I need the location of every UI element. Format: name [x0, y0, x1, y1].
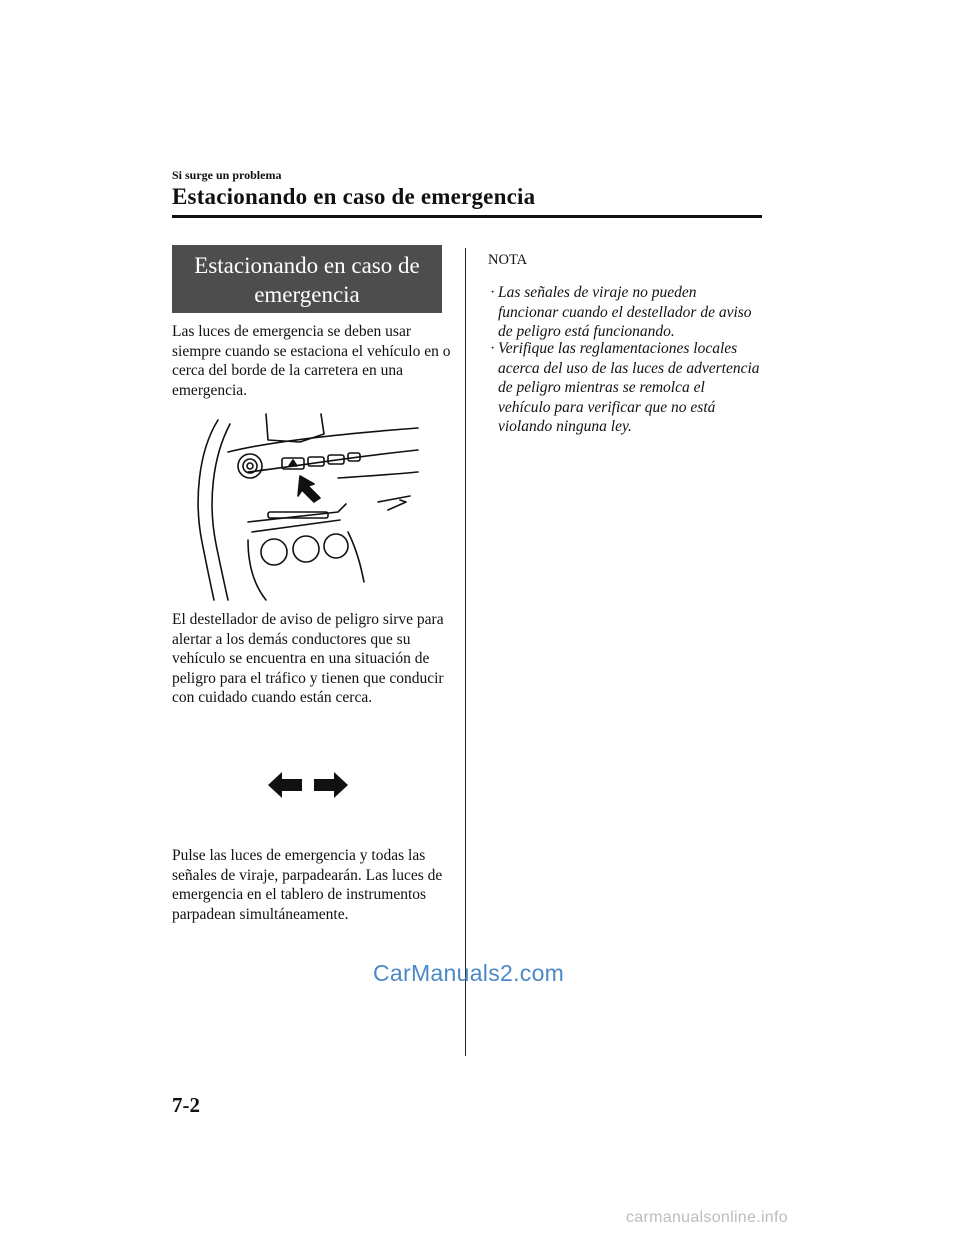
- dashboard-hazard-switch-illustration: [188, 412, 420, 602]
- site-watermark: CarManuals2.com: [373, 960, 565, 986]
- bullet: ·: [490, 284, 496, 301]
- turn-signal-arrows-icon: [268, 770, 348, 800]
- section-title-box: [172, 245, 442, 313]
- nota-item: [490, 283, 760, 342]
- bullet: ·: [490, 340, 496, 357]
- section-title-line-2: emergencia: [254, 282, 360, 307]
- hazard-description-paragraph: El destellador de aviso de peligro sirve para alertar a los demás conductores que su vehículo se encuentra en una situación de peligro para el tráfico y tienen que conducir con cuidado cuando están cerca.: [172, 611, 444, 706]
- nota-label: NOTA: [488, 252, 528, 268]
- nota-item: [490, 339, 760, 437]
- page-header-title: Estacionando en caso de emergencia: [172, 184, 536, 209]
- header-rule: [172, 215, 762, 218]
- footer-watermark: carmanualsonline.info: [626, 1209, 788, 1226]
- nota-item-text: Verifique las reglamentaciones locales acerca del uso de las luces de advertencia de peligro mientras se remolca el vehículo para verificar que no está violando ninguna ley.: [498, 340, 760, 435]
- intro-paragraph: Las luces de emergencia se deben usar siempre cuando se estaciona el vehículo en o cerca del borde de la carretera en una emergencia.: [172, 323, 451, 399]
- section-label: Si surge un problema: [172, 168, 282, 182]
- page-number: 7-2: [172, 1093, 200, 1117]
- nota-item-text: Las señales de viraje no pueden funcionar cuando el destellador de aviso de peligro está funcionando.: [498, 284, 752, 340]
- column-divider: [465, 248, 466, 1056]
- section-title-line-1: Estacionando en caso de: [194, 253, 420, 278]
- instructions-paragraph: Pulse las luces de emergencia y todas las señales de viraje, parpadearán. Las luces de emergencia en el tablero de instrumentos parpadean simultáneamente.: [172, 847, 443, 923]
